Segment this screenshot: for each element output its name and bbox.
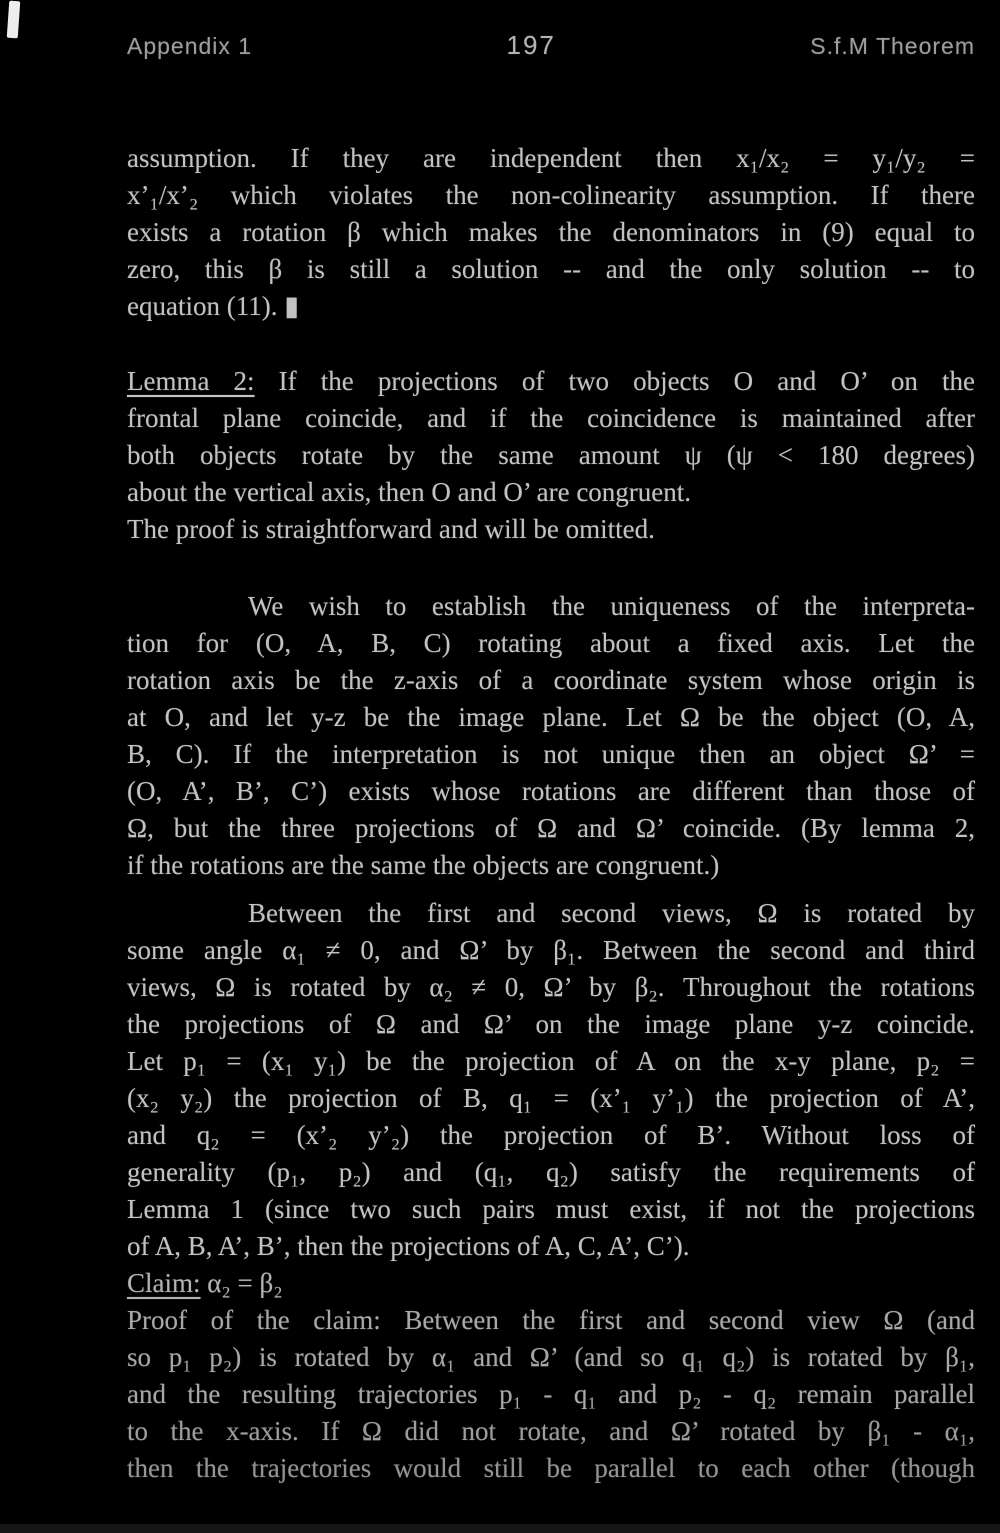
paragraph-uniqueness-setup: [127, 588, 975, 884]
text-line: (x₂ y₂) the projection of B, q₁ = (x’₁ y’₁) the projection of A’,: [127, 1083, 975, 1113]
paragraph-proof-continuation: [127, 140, 975, 325]
running-head-right: S.f.M Theorem: [810, 33, 975, 59]
page-number: 197: [506, 30, 556, 60]
text-line: so p₁ p₂) is rotated by α₁ and Ω’ (and so q₁ q₂) is rotated by β₁,: [127, 1342, 975, 1372]
text-line: and q₂ = (x’₂ y’₂) the projection of B’. Without loss of: [127, 1120, 975, 1150]
text-line: to the x-axis. If Ω did not rotate, and Ω’ rotated by β₁ - α₁,: [127, 1416, 975, 1446]
text-line: Lemma 1 (since two such pairs must exist, if not the projections: [127, 1194, 975, 1224]
text-line: then the trajectories would still be parallel to each other (though: [127, 1453, 975, 1483]
text-line: the projections of Ω and Ω’ on the image plane y-z coincide.: [127, 1009, 975, 1039]
text-line: and the resulting trajectories p₁ - q₁ and p₂ - q₂ remain parallel: [127, 1379, 975, 1409]
text-line: generality (p₁, p₂) and (q₁, q₂) satisfy the requirements of: [127, 1157, 975, 1187]
paragraph-rotations-projections: [127, 895, 975, 1265]
text-line: at O, and let y-z be the image plane. Let Ω be the object (O, A,: [127, 702, 975, 732]
lemma2-heading-rest: If the projections of two objects O and O’ on the: [254, 366, 975, 396]
text-line: some angle α₁ ≠ 0, and Ω’ by β₁. Between the second and third: [127, 935, 975, 965]
paragraph-lemma-2: [127, 363, 975, 548]
paragraph-proof-of-claim: [127, 1302, 975, 1487]
text-line: frontal plane coincide, and if the coincidence is maintained after: [127, 403, 975, 433]
claim-label: Claim:: [127, 1268, 201, 1298]
text-line: Ω, but the three projections of Ω and Ω’ coincide. (By lemma 2,: [127, 813, 975, 843]
text-line: both objects rotate by the same amount ψ (ψ < 180 degrees): [127, 440, 975, 470]
text-line: exists a rotation β which makes the denominators in (9) equal to: [127, 217, 975, 247]
lemma2-label: Lemma 2:: [127, 366, 255, 396]
text-line: Proof of the claim: Between the first and second view Ω (and: [127, 1305, 975, 1335]
running-head-left: Appendix 1: [127, 33, 253, 59]
text-line: x’₁/x’₂ which violates the non-colinearity assumption. If there: [127, 180, 975, 210]
scan-bottom-edge: [0, 1524, 1000, 1533]
text-line-proof-omitted: The proof is straightforward and will be omitted.: [127, 514, 655, 544]
text-line: assumption. If they are independent then x₁/x₂ = y₁/y₂ =: [127, 143, 975, 173]
text-line: if the rotations are the same the objects are congruent.): [127, 850, 720, 880]
claim-equation: α₂ = β₂: [200, 1268, 283, 1298]
text-line: Between the first and second views, Ω is rotated by: [248, 898, 975, 928]
claim-statement: [127, 1265, 975, 1302]
text-line: tion for (O, A, B, C) rotating about a fixed axis. Let the: [127, 628, 975, 658]
text-line: about the vertical axis, then O and O’ are congruent.: [127, 477, 692, 507]
page-header: [127, 30, 975, 61]
text-line: rotation axis be the z-axis of a coordinate system whose origin is: [127, 665, 975, 695]
claim-line: [127, 1265, 975, 1302]
text-line: Let p₁ = (x₁ y₁) be the projection of A on the x-y plane, p₂ =: [127, 1046, 975, 1076]
text-line: views, Ω is rotated by α₂ ≠ 0, Ω’ by β₂. Throughout the rotations: [127, 972, 975, 1002]
scan-corner-artifact: [7, 1, 21, 39]
text-line-end-of-proof: equation (11). ▮: [127, 291, 300, 321]
text-line: of A, B, A’, B’, then the projections of A, C, A’, C’).: [127, 1231, 690, 1261]
text-line: B, C). If the interpretation is not unique then an object Ω’ =: [127, 739, 975, 769]
text-line: We wish to establish the uniqueness of the interpreta-: [248, 591, 975, 621]
text-line: (O, A’, B’, C’) exists whose rotations are different than those of: [127, 776, 975, 806]
text-line: zero, this β is still a solution -- and the only solution -- to: [127, 254, 975, 284]
lemma2-heading-line: [127, 363, 975, 400]
